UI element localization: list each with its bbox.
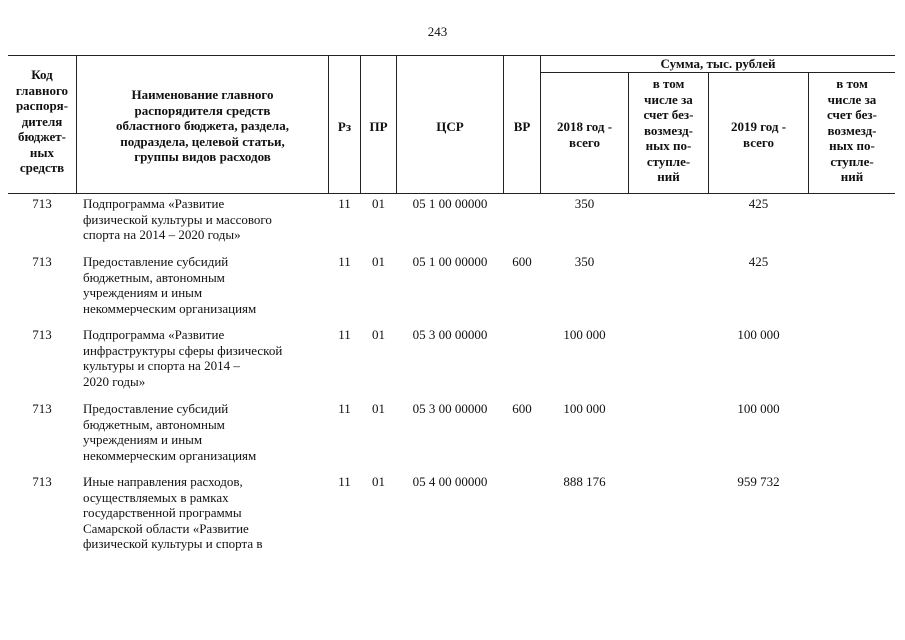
text-line: бюджет- (17, 129, 66, 144)
cell-name (83, 196, 328, 243)
text-line: некоммерческим организациям (83, 447, 257, 463)
text-line: ступле- (830, 153, 874, 169)
text-line: счет без- (643, 107, 694, 122)
cell-vr: 600 (512, 401, 532, 416)
text-line: числе за (644, 91, 693, 107)
text-line: Иные направления расходов, (83, 474, 243, 489)
text-line: ных по- (829, 138, 875, 153)
cell-csr: 05 3 00 00000 (412, 401, 488, 416)
cell-pr: 01 (372, 254, 385, 269)
cell-csr: 05 4 00 00000 (412, 474, 488, 489)
text-line: подраздела, целевой статьи, (120, 133, 285, 149)
cell-2019: 100 000 (737, 401, 780, 416)
header-total-2019 (709, 119, 808, 150)
text-line: возмезд- (827, 122, 877, 138)
cell-csr: 05 1 00 00000 (412, 196, 488, 211)
text-line: ний (657, 169, 680, 184)
header-csr: ЦСР (436, 119, 464, 134)
text-line: распоря- (15, 98, 69, 113)
text-line: бюджетным, автономным (83, 416, 225, 432)
text-line: всего (569, 134, 600, 150)
header-vr: ВР (513, 119, 531, 134)
text-line: бюджетным, автономным (83, 269, 225, 285)
cell-vr: 600 (512, 254, 532, 269)
cell-rz: 11 (338, 254, 351, 269)
cell-name (83, 401, 328, 463)
text-line: инфраструктуры сферы физической (83, 342, 283, 358)
cell-2019: 425 (748, 196, 769, 211)
text-line: государственной программы (83, 505, 242, 520)
cell-2018: 100 000 (563, 327, 606, 342)
cell-code: 713 (32, 401, 52, 416)
text-line: 2019 год - (730, 119, 787, 134)
text-line: в том (652, 76, 685, 91)
text-line: культуры и спорта на 2014 – (83, 358, 240, 373)
header-total-2018 (541, 119, 628, 150)
text-line: учреждениям и иным (83, 285, 203, 300)
header-name (77, 87, 328, 165)
header-pr: ПР (369, 119, 388, 134)
text-line: учреждениям и иным (83, 432, 203, 447)
cell-rz: 11 (338, 401, 351, 416)
text-line: ний (840, 169, 864, 184)
text-line: Наименование главного (131, 87, 274, 102)
text-line: Предоставление субсидий (83, 401, 229, 416)
cell-2019: 959 732 (737, 474, 780, 489)
text-line: счет без- (827, 107, 877, 122)
text-line: главного (15, 82, 69, 98)
text-line: 2020 годы» (83, 373, 146, 389)
header-sum: Сумма, тыс. рублей (660, 56, 776, 71)
cell-csr: 05 3 00 00000 (412, 327, 488, 342)
cell-code: 713 (32, 327, 52, 342)
text-line: распорядителя средств (134, 102, 271, 118)
text-line: группы видов расходов (134, 149, 271, 164)
text-line: Предоставление субсидий (83, 254, 229, 269)
cell-name (83, 254, 328, 316)
cell-name (83, 327, 328, 389)
cell-rz: 11 (338, 327, 351, 342)
cell-name (83, 474, 328, 552)
header-bottom-line (8, 193, 895, 194)
cell-rz: 11 (338, 474, 351, 489)
cell-2018: 888 176 (563, 474, 606, 489)
text-line: всего (743, 134, 774, 150)
cell-2018: 100 000 (563, 401, 606, 416)
text-line: числе за (827, 91, 877, 107)
text-line: физической культуры и спорта в (83, 536, 263, 551)
cell-2019: 425 (748, 254, 769, 269)
text-line: Подпрограмма «Развитие (83, 196, 225, 211)
cell-rz: 11 (338, 196, 351, 211)
cell-2019: 100 000 (737, 327, 780, 342)
page-number: 243 (427, 24, 448, 39)
header-rz: Рз (337, 119, 352, 134)
text-line: в том (836, 76, 868, 91)
cell-csr: 05 1 00 00000 (412, 254, 488, 269)
text-line: Код (31, 67, 53, 82)
text-line: средств (19, 160, 65, 175)
cell-pr: 01 (372, 401, 385, 416)
text-line: физической культуры и массового (83, 211, 272, 227)
text-line: ных (29, 144, 55, 160)
text-line: ных по- (645, 138, 692, 153)
text-line: некоммерческим организациям (83, 300, 257, 316)
cell-code: 713 (32, 254, 52, 269)
header-code (8, 67, 76, 176)
text-line: осуществляемых в рамках (83, 489, 229, 505)
sum-header-line (540, 72, 895, 73)
text-line: Подпрограмма «Развитие (83, 327, 225, 342)
cell-pr: 01 (372, 196, 385, 211)
text-line: спорта на 2014 – 2020 годы» (83, 227, 241, 242)
cell-code: 713 (32, 196, 52, 211)
text-line: возмезд- (644, 122, 693, 138)
text-line: Самарской области «Развитие (83, 520, 249, 536)
cell-pr: 01 (372, 327, 385, 342)
text-line: дителя (21, 113, 63, 129)
header-gratis-2019 (809, 76, 895, 185)
cell-code: 713 (32, 474, 52, 489)
header-gratis-2018 (629, 76, 708, 185)
cell-pr: 01 (372, 474, 385, 489)
cell-2018: 350 (574, 196, 595, 211)
text-line: ступле- (646, 153, 691, 169)
text-line: областного бюджета, раздела, (116, 118, 289, 133)
text-line: 2018 год - (556, 119, 613, 134)
cell-2018: 350 (574, 254, 595, 269)
